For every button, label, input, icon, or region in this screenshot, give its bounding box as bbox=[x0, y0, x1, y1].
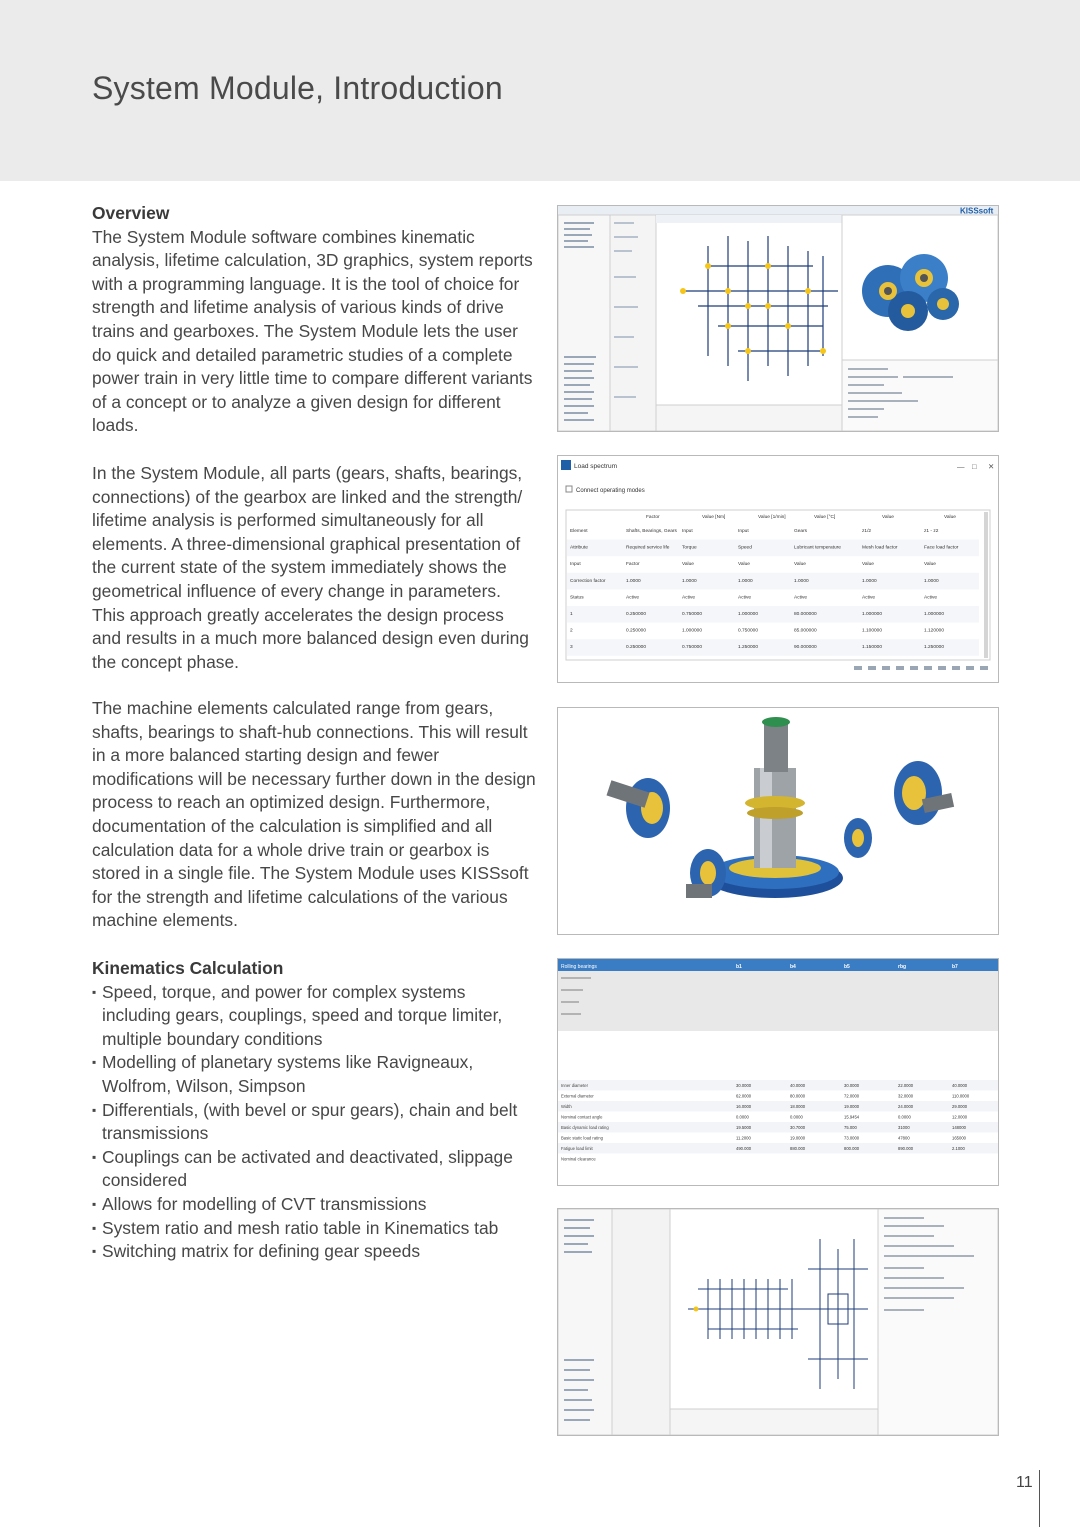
table-row-label: Width bbox=[561, 1104, 572, 1109]
table-cell: 0.250000 bbox=[626, 645, 647, 651]
table-cell: Required service life bbox=[626, 545, 670, 551]
table-cell: 80.0000 bbox=[790, 1093, 806, 1099]
table-cell: Shafts, Bearings, Gears bbox=[626, 529, 677, 534]
list-item: ▪ Speed, torque, and power for complex systems including gears, couplings, speed and torque limiter, multiple boundary conditions bbox=[92, 981, 537, 1052]
table-cell: 16.0000 bbox=[736, 1104, 752, 1109]
close-button[interactable]: ✕ bbox=[988, 462, 995, 471]
table-cell: 0.750000 bbox=[682, 645, 703, 651]
table-cell: Value bbox=[862, 562, 874, 568]
table-row-label: External diameter bbox=[561, 1093, 594, 1099]
table-cell: 0.750000 bbox=[682, 612, 703, 617]
kinematics-section bbox=[92, 957, 537, 1264]
table-cell: 1 bbox=[570, 612, 573, 617]
table-cell: Value bbox=[794, 562, 806, 568]
table-cell: Value bbox=[682, 562, 694, 568]
table-row-background bbox=[558, 1101, 998, 1112]
table-cell: 2 bbox=[570, 628, 573, 634]
table-cell: 1.0000 bbox=[626, 578, 641, 584]
table-cell: Correction factor bbox=[570, 578, 606, 584]
table-row-label: Basic dynamic load rating bbox=[561, 1125, 609, 1130]
table-header-label: Rolling bearings bbox=[561, 964, 597, 970]
table-cell: 1.0000 bbox=[794, 578, 809, 584]
table-cell: z1/2 bbox=[862, 529, 872, 534]
table-row-background bbox=[558, 1143, 998, 1154]
rolling-bearings-table-screenshot bbox=[557, 958, 999, 1186]
kinematics-bullet-list bbox=[92, 981, 537, 1264]
table-cell: 73.0000 bbox=[844, 1135, 860, 1141]
table-column-header: b5 bbox=[844, 964, 850, 970]
table-cell: 0.250000 bbox=[626, 628, 647, 634]
table-cell: 40.0000 bbox=[790, 1083, 806, 1088]
table-cell: 890.000 bbox=[898, 1146, 914, 1151]
kisssoft-logo: KISSsoft bbox=[960, 206, 994, 216]
minimize-button[interactable]: — bbox=[957, 462, 965, 471]
app-icon bbox=[561, 460, 571, 470]
table-cell: 148000 bbox=[952, 1125, 966, 1130]
list-item: ▪ System ratio and mesh ratio table in Kinematics tab bbox=[92, 1217, 537, 1241]
table-column-header: Value [Nm] bbox=[702, 515, 726, 520]
table-cell: Face load factor bbox=[924, 545, 959, 551]
table-cell: 110.0000 bbox=[952, 1093, 970, 1099]
table-column-header: Factor bbox=[646, 515, 660, 520]
table-cell: Factor bbox=[626, 562, 640, 568]
table-cell: 30.7000 bbox=[790, 1125, 806, 1130]
table-cell: 0.0000 bbox=[790, 1114, 803, 1120]
table-cell: Active bbox=[924, 595, 938, 601]
table-cell: 12.0000 bbox=[952, 1114, 968, 1120]
table-cell: Value bbox=[924, 562, 936, 568]
table-row-background bbox=[558, 1080, 998, 1091]
list-item: ▪ Differentials, (with bevel or spur gears), chain and belt transmissions bbox=[92, 1099, 537, 1146]
list-item: ▪ Couplings can be activated and deactivated, slippage considered bbox=[92, 1146, 537, 1193]
table-cell: 40.0000 bbox=[952, 1083, 968, 1088]
connect-operating-modes-label: Connect operating modes bbox=[576, 488, 645, 494]
overview-paragraph-2: In the System Module, all parts (gears, shafts, bearings, connections) of the gearbox are linked and the strength/ lifetime analysis is performed simultaneously for all elements. A three-dimensional graphical presentation of the current state of the system immediately shows the geometrical influence of every change in parameters. This approach greatly accelerates the design process and results in a much more balanced design even during the concept phase. bbox=[92, 463, 529, 672]
table-cell: 62.0000 bbox=[736, 1093, 752, 1099]
table-cell: 90.000000 bbox=[794, 645, 817, 651]
table-cell: 2.1000 bbox=[952, 1146, 965, 1151]
page-number: 11 bbox=[1016, 1474, 1033, 1491]
table-column-header: rbg bbox=[898, 964, 907, 970]
table-cell: 32.0000 bbox=[898, 1093, 914, 1099]
table-cell: Input bbox=[570, 562, 581, 568]
table-scrollbar[interactable] bbox=[984, 512, 988, 658]
table-cell: z1 - z2 bbox=[924, 529, 939, 534]
kinematics-schematic-screenshot bbox=[557, 1208, 999, 1436]
table-cell: Element bbox=[570, 529, 588, 534]
table-cell: Status bbox=[570, 595, 584, 601]
table-cell: Speed bbox=[738, 545, 752, 551]
page-number-divider bbox=[1039, 1470, 1040, 1527]
table-cell: 30.0000 bbox=[736, 1083, 752, 1088]
table-column-header: b1 bbox=[736, 964, 742, 970]
table-cell: Input bbox=[682, 529, 693, 534]
overview-paragraph-3: The machine elements calculated range from gears, shafts, bearings to shaft-hub connections. This will result in a more balanced starting design and fewer modifications will be necessary further down in the design process to reach an optimized design. Furthermore, documentation of the calculation is simplified and all calculation data for a whole drive train or gearbox is stored in a single file. The System Module uses KISSsoft for the strength and lifetime calculations of the various machine elements. bbox=[92, 698, 536, 931]
table-cell: 0.250000 bbox=[626, 612, 647, 617]
table-cell: 800.000 bbox=[844, 1146, 860, 1151]
table-cell: 1.000000 bbox=[862, 612, 883, 617]
drive-3d-render bbox=[557, 707, 999, 935]
table-cell: 85.000000 bbox=[794, 628, 817, 634]
table-cell: 1.000000 bbox=[738, 612, 759, 617]
table-cell: Active bbox=[682, 595, 696, 601]
table-cell: 1.0000 bbox=[682, 578, 697, 584]
table-row-background bbox=[558, 1122, 998, 1133]
list-item: ▪ Allows for modelling of CVT transmissions bbox=[92, 1193, 537, 1217]
table-column-header: Value [1/min] bbox=[758, 515, 786, 520]
table-cell: 11.2000 bbox=[736, 1135, 751, 1141]
load-spectrum-window bbox=[557, 455, 999, 683]
table-cell: 1.0000 bbox=[738, 578, 753, 584]
table-cell: Mesh load factor bbox=[862, 545, 898, 551]
table-cell: 72.0000 bbox=[844, 1093, 860, 1099]
table-cell: Active bbox=[862, 595, 876, 601]
table-cell: 0.0000 bbox=[898, 1114, 911, 1120]
table-cell: Attribute bbox=[570, 545, 588, 551]
table-cell: 22.0000 bbox=[898, 1083, 914, 1088]
table-cell: 75.000 bbox=[844, 1125, 857, 1130]
table-column-header: b4 bbox=[790, 964, 796, 970]
table-row-label: Nominal contact angle bbox=[561, 1114, 603, 1120]
table-cell: 1.0000 bbox=[924, 578, 939, 584]
table-column-header: Value bbox=[882, 515, 894, 520]
table-cell: Active bbox=[626, 595, 640, 601]
table-column-header: Value [°C] bbox=[814, 515, 836, 520]
table-cell: 30.0000 bbox=[844, 1083, 860, 1088]
table-cell: Active bbox=[794, 595, 808, 601]
table-cell: 19.5000 bbox=[736, 1125, 752, 1130]
table-cell: Lubricant temperature bbox=[794, 545, 841, 551]
connect-operating-modes-checkbox[interactable] bbox=[566, 486, 572, 492]
table-cell: 47800 bbox=[898, 1135, 910, 1141]
table-cell: 0.0000 bbox=[736, 1114, 749, 1120]
overview-paragraph-2-block bbox=[92, 462, 537, 674]
table-row-label: Basic static load rating bbox=[561, 1135, 603, 1141]
overview-heading: Overview bbox=[92, 203, 170, 223]
table-row-label: Inner diameter bbox=[561, 1083, 588, 1088]
table-cell: 1.150000 bbox=[862, 645, 883, 651]
window-title: Load spectrum bbox=[574, 463, 617, 470]
table-cell: 18.0000 bbox=[790, 1104, 806, 1109]
table-cell: 880.000 bbox=[790, 1146, 806, 1151]
overview-section bbox=[92, 202, 537, 438]
table-row-label: Fatigue load limit bbox=[561, 1146, 593, 1151]
table-cell: Torque bbox=[682, 545, 697, 551]
table-cell: 19.0000 bbox=[844, 1104, 860, 1109]
table-cell: Gears bbox=[794, 529, 808, 534]
list-item: ▪ Modelling of planetary systems like Ravigneaux, Wolfrom, Wilson, Simpson bbox=[92, 1051, 537, 1098]
table-cell: 490.000 bbox=[736, 1146, 752, 1151]
maximize-button[interactable]: □ bbox=[972, 462, 977, 471]
overview-paragraph-1: The System Module software combines kinematic analysis, lifetime calculation, 3D graphics, system reports with a programming language. It is the tool of choice for strength and lifetime analysis of various kinds of drive trains and gearboxes. The System Module lets the user do quick and detailed parametric studies of a complete power train in very little time to compare different variants of a concept or to analyze a given design for different loads. bbox=[92, 226, 533, 436]
table-row-label: Nominal clearance bbox=[561, 1156, 596, 1162]
table-cell: Value bbox=[738, 562, 750, 568]
table-cell: 0.750000 bbox=[738, 628, 759, 634]
table-cell: 1.100000 bbox=[862, 628, 883, 634]
table-cell: 1.000000 bbox=[682, 628, 703, 634]
table-cell: Input bbox=[738, 529, 749, 534]
table-column-header: b7 bbox=[952, 964, 958, 970]
overview-paragraph-3-block bbox=[92, 697, 537, 933]
system-module-screenshot bbox=[557, 205, 999, 432]
table-cell: 29.0000 bbox=[952, 1104, 968, 1109]
list-item: ▪ Switching matrix for defining gear speeds bbox=[92, 1240, 537, 1264]
table-cell: 1.120000 bbox=[924, 628, 945, 634]
table-cell: 1.0000 bbox=[862, 578, 877, 584]
page-title: System Module, Introduction bbox=[92, 70, 503, 106]
table-cell: 24.0000 bbox=[898, 1104, 914, 1109]
table-cell: 1.250000 bbox=[924, 645, 945, 651]
table-cell: 1.000000 bbox=[924, 612, 945, 617]
table-cell: 3 bbox=[570, 645, 573, 651]
table-column-header: Value bbox=[944, 515, 956, 520]
page-header bbox=[0, 0, 1080, 181]
table-cell: 1.250000 bbox=[738, 645, 759, 651]
table-cell: Active bbox=[738, 595, 752, 601]
table-cell: 15.9454 bbox=[844, 1114, 860, 1120]
table-cell: 31000 bbox=[898, 1125, 910, 1130]
table-cell: 80.000000 bbox=[794, 612, 817, 617]
kinematics-heading: Kinematics Calculation bbox=[92, 958, 284, 978]
table-cell: 19.0000 bbox=[790, 1135, 806, 1141]
table-cell: 165000 bbox=[952, 1135, 966, 1141]
